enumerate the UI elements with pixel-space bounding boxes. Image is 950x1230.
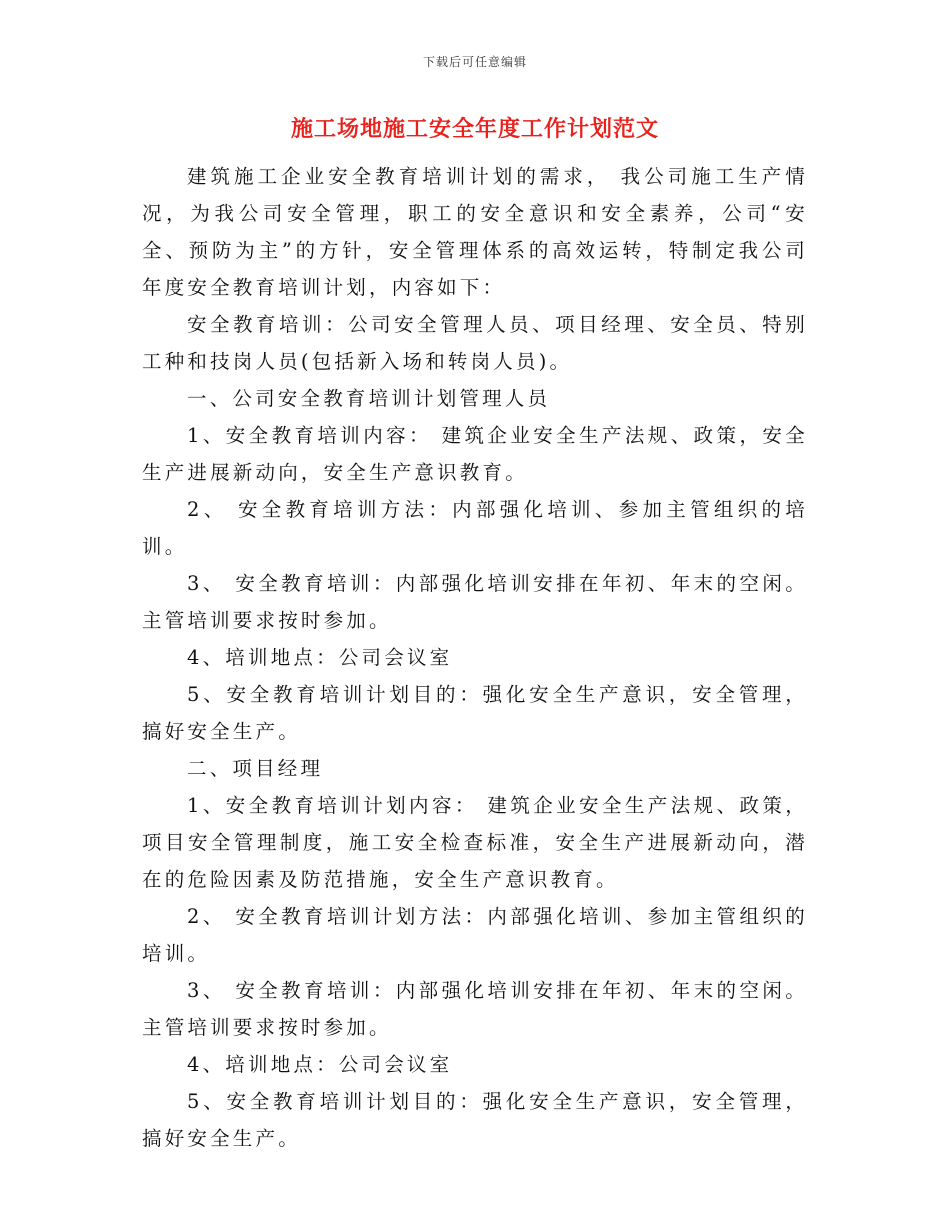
- list-item: 2、 安全教育培训方法：内部强化培训、参加主管组织的培训。: [142, 498, 808, 558]
- section-heading-project-managers: 二、项目经理: [187, 757, 324, 780]
- header-note: 下载后可任意编辑: [422, 55, 527, 69]
- list-item: 4、培训地点：公司会议室: [187, 1053, 453, 1076]
- list-item: 3、 安全教育培训：内部强化培训安排在年初、年末的空闲。主管培训要求按时参加。: [142, 572, 808, 632]
- list-item: 1、安全教育培训计划内容： 建筑企业安全生产法规、政策，项目安全管理制度，施工安全检查标准，安全生产进展新动向，潜在的危险因素及防范措施，安全生产意识教育。: [142, 794, 808, 891]
- list-item: 1、安全教育培训内容： 建筑企业安全生产法规、政策，安全生产进展新动向，安全生产意识教育。: [142, 424, 808, 484]
- list-item: 2、 安全教育培训计划方法：内部强化培训、参加主管组织的培训。: [142, 905, 808, 965]
- list-item: 3、 安全教育培训：内部强化培训安排在年初、年末的空闲。主管培训要求按时参加。: [142, 979, 808, 1039]
- list-item: 5、安全教育培训计划目的：强化安全生产意识，安全管理，搞好安全生产。: [142, 1090, 808, 1150]
- list-item: 4、培训地点：公司会议室: [187, 646, 453, 669]
- section-heading-managers: 一、公司安全教育培训计划管理人员: [187, 387, 551, 410]
- intro-paragraph: 建筑施工企业安全教育培训计划的需求， 我公司施工生产情况，为我公司安全管理，职工的安全意识和安全素养，公司“安全、预防为主”的方针，安全管理体系的高效运转，特制定我公司年度安全教育培训计划，内容如下：: [142, 165, 808, 299]
- list-item: 5、安全教育培训计划目的：强化安全生产意识，安全管理，搞好安全生产。: [142, 683, 808, 743]
- training-scope-paragraph: 安全教育培训：公司安全管理人员、项目经理、安全员、特别工种和技岗人员(包括新入场和转岗人员)。: [142, 313, 808, 373]
- document-body: [142, 158, 808, 1157]
- document-title: 施工场地施工安全年度工作计划范文: [290, 116, 659, 142]
